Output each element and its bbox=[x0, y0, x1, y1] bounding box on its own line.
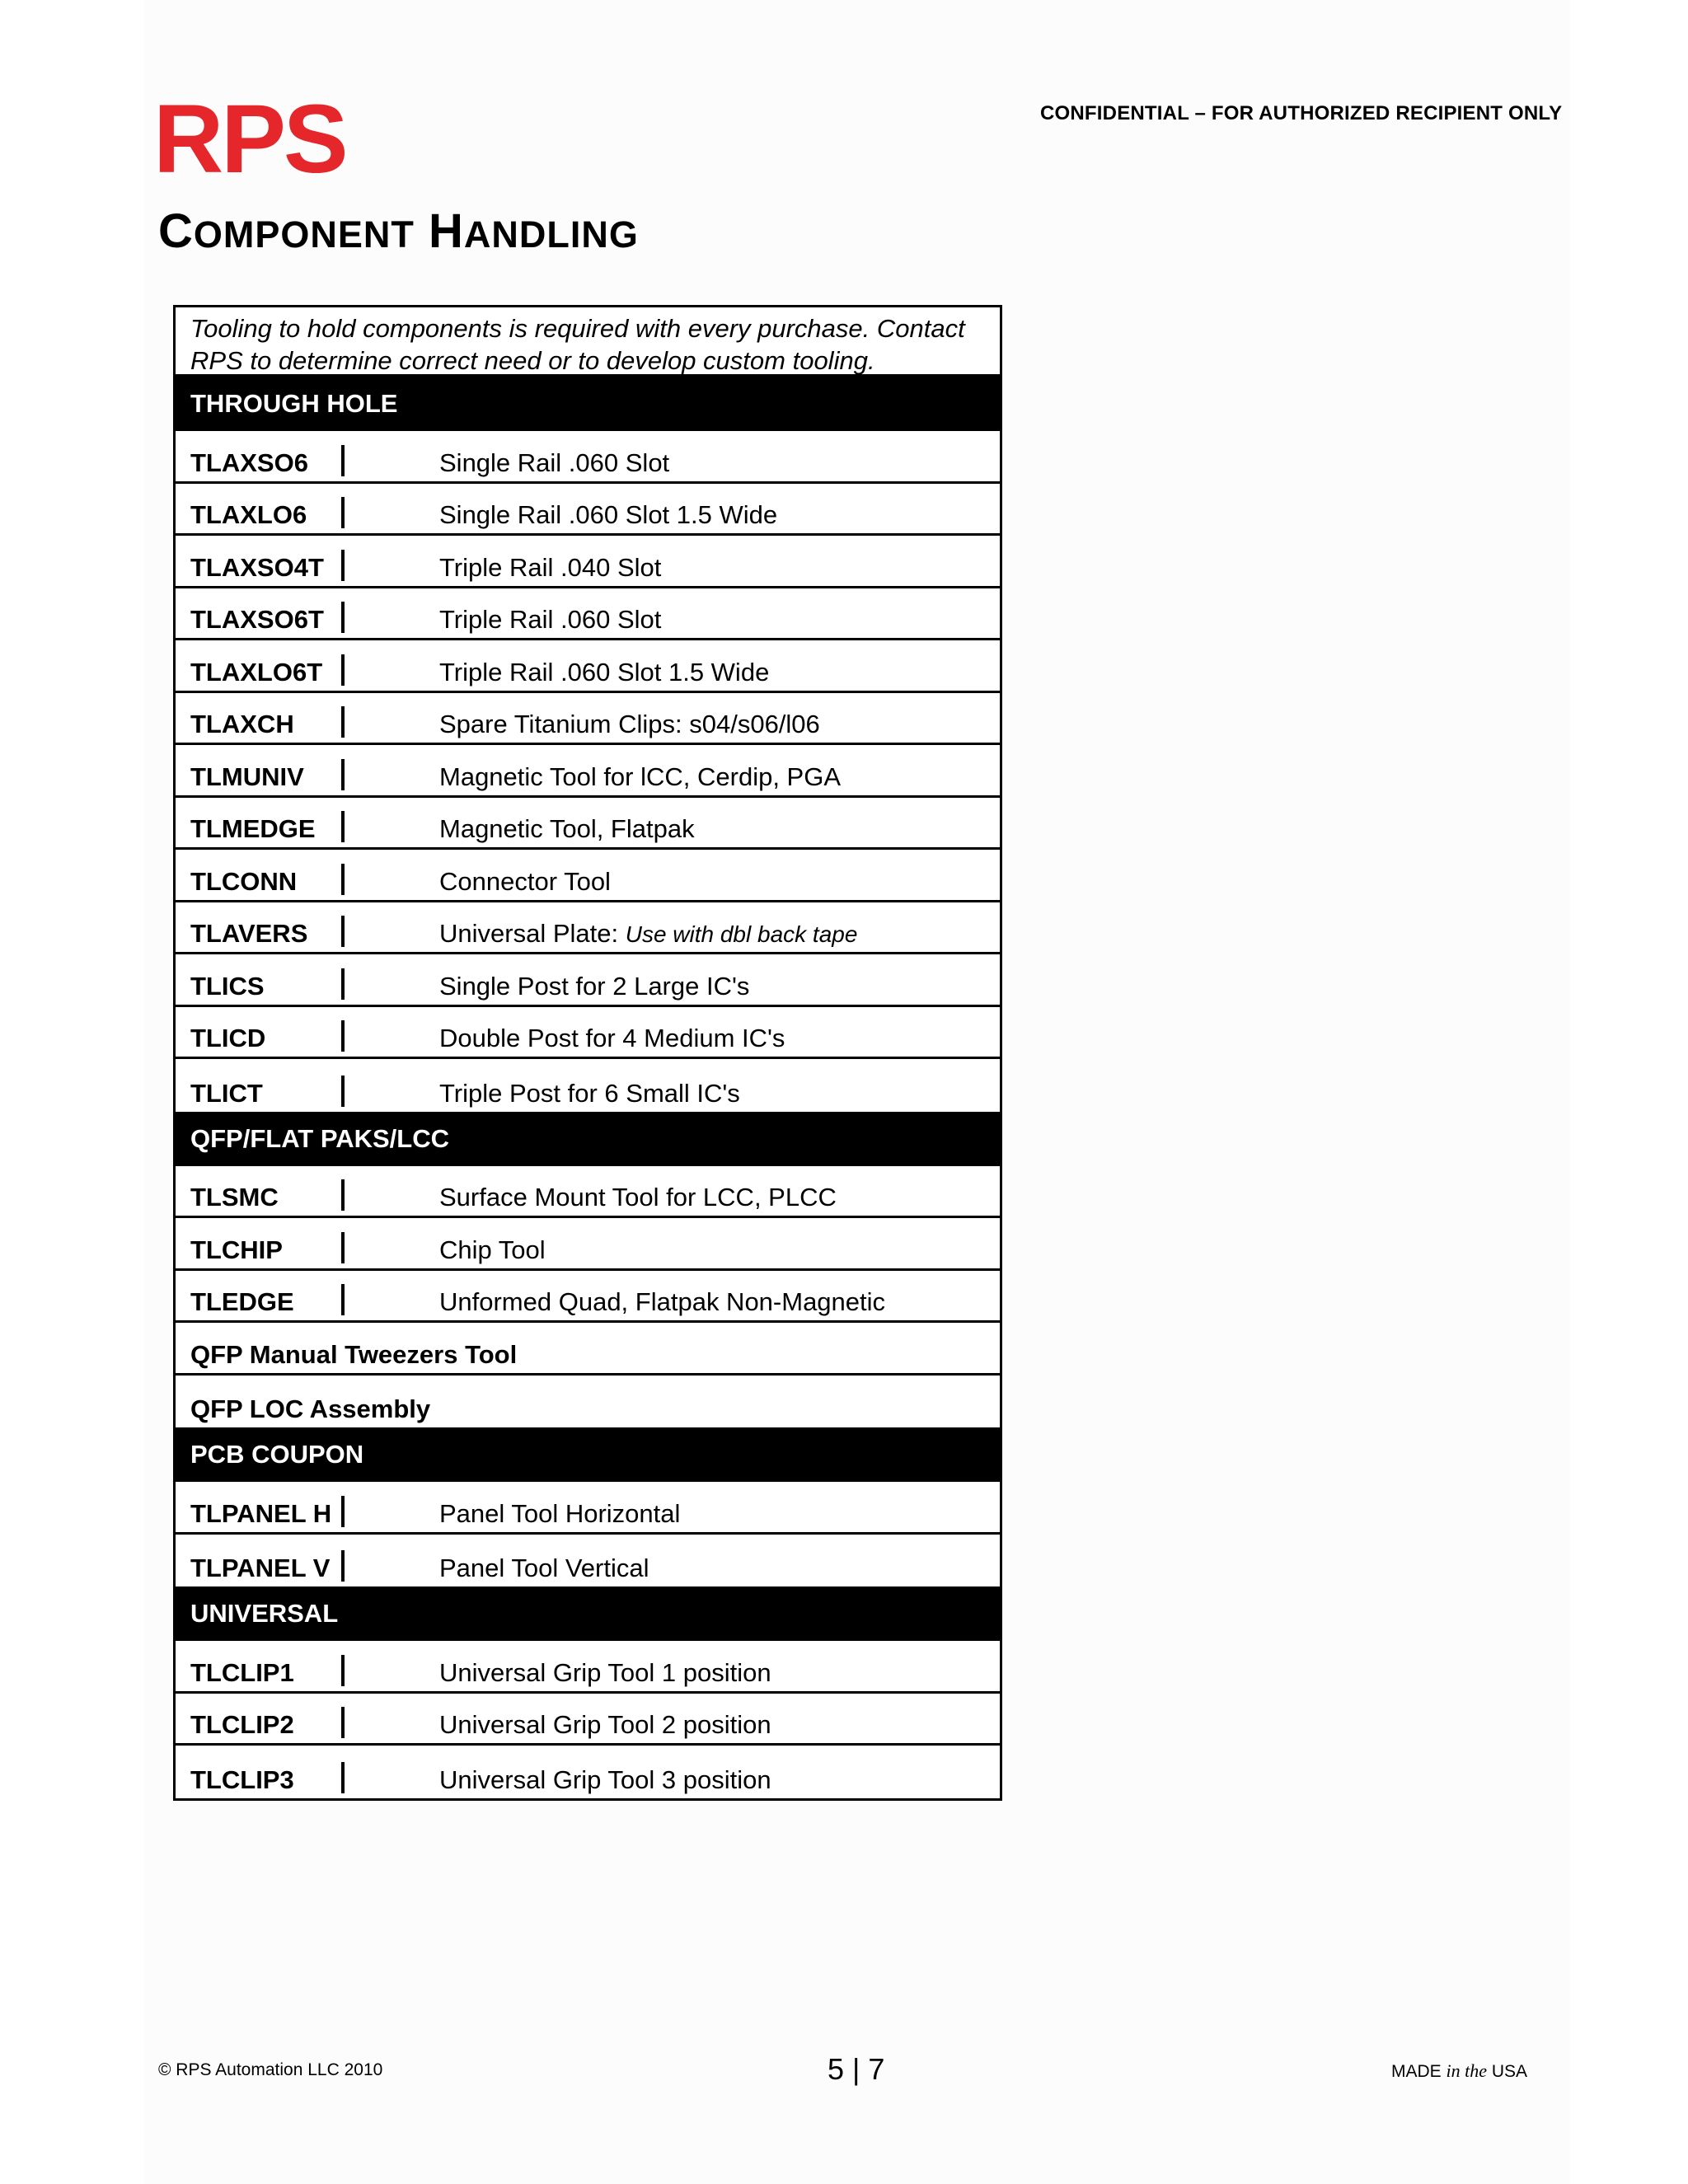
footer-page-number: 5 | 7 bbox=[828, 2052, 885, 2086]
table-row bbox=[176, 798, 1000, 851]
tool-code: TLPANEL V bbox=[190, 1554, 331, 1582]
tool-description bbox=[439, 1287, 885, 1317]
tool-code: TLAXLO6 bbox=[190, 500, 307, 529]
description-text: Spare Titanium Clips: s04/s06/l06 bbox=[439, 710, 820, 738]
tool-code: TLICD bbox=[190, 1024, 266, 1052]
separator-bar bbox=[341, 1762, 345, 1793]
table-row bbox=[176, 640, 1000, 693]
tool-description bbox=[439, 762, 841, 792]
intro-text: Tooling to hold components is required with every purchase. Contact RPS to determine correct need or to develop custom tooling. bbox=[176, 307, 1000, 377]
tool-code: TLAXSO6 bbox=[190, 448, 308, 477]
footer-copyright: © RPS Automation LLC 2010 bbox=[158, 2060, 383, 2079]
description-text: Single Post for 2 Large IC's bbox=[439, 971, 750, 1001]
tool-description bbox=[439, 605, 661, 635]
table-row bbox=[176, 902, 1000, 955]
description-text: Triple Rail .060 Slot 1.5 Wide bbox=[439, 657, 770, 687]
tool-code: TLICT bbox=[190, 1078, 263, 1108]
tool-description bbox=[439, 500, 777, 530]
tool-code: TLSMC bbox=[190, 1183, 279, 1212]
description-text: Surface Mount Tool for LCC, PLCC bbox=[439, 1183, 837, 1212]
tool-description bbox=[439, 553, 661, 583]
tool-description bbox=[439, 1658, 771, 1688]
section-heading-universal: UNIVERSAL bbox=[176, 1586, 1000, 1641]
section-heading-through-hole: THROUGH HOLE bbox=[176, 377, 1000, 431]
description-text: Magnetic Tool for lCC, Cerdip, PGA bbox=[439, 762, 842, 791]
tooling-table bbox=[173, 305, 1002, 1801]
page-title bbox=[158, 204, 639, 258]
confidential-notice: CONFIDENTIAL – FOR AUTHORIZED RECIPIENT ONLY bbox=[1040, 102, 1563, 124]
table-row bbox=[176, 484, 1000, 537]
separator-bar bbox=[341, 1655, 345, 1686]
separator-bar bbox=[341, 1076, 345, 1107]
tool-code: TLAVERS bbox=[190, 919, 308, 948]
made-suffix: USA bbox=[1491, 2062, 1528, 2081]
tool-description bbox=[439, 658, 769, 687]
tool-code: TLPANEL H bbox=[190, 1498, 332, 1528]
tool-code: TLMEDGE bbox=[190, 814, 316, 843]
table-row bbox=[176, 1166, 1000, 1219]
description-text: Single Rail .060 Slot 1.5 Wide bbox=[439, 500, 778, 529]
separator-bar bbox=[341, 550, 345, 581]
qfp-rows bbox=[176, 1166, 1000, 1324]
table-row bbox=[176, 1218, 1000, 1271]
tool-code: TLCLIP2 bbox=[190, 1710, 294, 1739]
tool-description bbox=[439, 867, 611, 897]
separator-bar bbox=[341, 1179, 345, 1211]
tool-description bbox=[439, 1024, 785, 1053]
tool-description bbox=[439, 1183, 837, 1212]
separator-bar bbox=[341, 1707, 345, 1738]
description-text: Universal Grip Tool 2 position bbox=[439, 1710, 771, 1739]
tool-code: TLCLIP3 bbox=[190, 1765, 294, 1794]
table-row bbox=[176, 1376, 1000, 1428]
table-row bbox=[176, 1271, 1000, 1324]
table-row bbox=[176, 954, 1000, 1007]
table-row bbox=[176, 1482, 1000, 1535]
rps-logo: RPS bbox=[153, 85, 346, 194]
table-row bbox=[176, 850, 1000, 902]
table-row bbox=[176, 1535, 1000, 1587]
table-row bbox=[176, 1323, 1000, 1376]
description-text: Triple Rail .060 Slot bbox=[439, 605, 662, 634]
through-hole-rows bbox=[176, 431, 1000, 1112]
pcb-coupon-rows bbox=[176, 1482, 1000, 1586]
title-first-rest: OMPONENT bbox=[193, 213, 415, 255]
made-prefix: MADE bbox=[1391, 2062, 1442, 2081]
description-text: Magnetic Tool, Flatpak bbox=[439, 814, 695, 843]
separator-bar bbox=[341, 654, 345, 686]
tool-description bbox=[439, 710, 820, 739]
description-text: Connector Tool bbox=[439, 866, 611, 896]
table-row bbox=[176, 1641, 1000, 1694]
separator-bar bbox=[341, 1232, 345, 1263]
separator-bar bbox=[341, 1550, 345, 1582]
tool-code: TLAXSO6T bbox=[190, 605, 324, 634]
description-text: Panel Tool Vertical bbox=[439, 1554, 649, 1582]
table-row bbox=[176, 745, 1000, 798]
tool-description bbox=[439, 814, 695, 844]
made-italic: in the bbox=[1446, 2060, 1488, 2081]
description-text: Universal Grip Tool 1 position bbox=[439, 1657, 771, 1687]
tool-description bbox=[439, 1765, 771, 1795]
description-text: Unformed Quad, Flatpak Non-Magnetic bbox=[439, 1287, 886, 1316]
universal-rows bbox=[176, 1641, 1000, 1798]
separator-bar bbox=[341, 811, 345, 842]
tool-code: TLAXSO4T bbox=[190, 552, 324, 582]
description-text: Universal Grip Tool 3 position bbox=[439, 1765, 771, 1794]
separator-bar bbox=[341, 1496, 345, 1527]
tool-code: QFP LOC Assembly bbox=[190, 1394, 431, 1423]
table-row bbox=[176, 1007, 1000, 1060]
tool-code: QFP Manual Tweezers Tool bbox=[190, 1339, 518, 1369]
separator-bar bbox=[341, 445, 345, 476]
title-first-cap: C bbox=[158, 204, 194, 258]
table-row bbox=[176, 536, 1000, 588]
description-text: Triple Post for 6 Small IC's bbox=[439, 1078, 740, 1108]
description-text: Chip Tool bbox=[439, 1235, 546, 1264]
tool-description bbox=[439, 448, 669, 478]
title-second-cap: H bbox=[429, 204, 464, 258]
tool-code: TLCHIP bbox=[190, 1235, 283, 1264]
tool-code: TLCLIP1 bbox=[190, 1657, 294, 1687]
tool-code: TLEDGE bbox=[190, 1287, 294, 1316]
separator-bar bbox=[341, 968, 345, 1000]
tool-description bbox=[439, 972, 749, 1001]
description-text: Double Post for 4 Medium IC's bbox=[439, 1024, 785, 1052]
tool-code: TLICS bbox=[190, 971, 265, 1001]
separator-bar bbox=[341, 864, 345, 895]
description-note: Use with dbl back tape bbox=[625, 921, 858, 947]
table-row bbox=[176, 1694, 1000, 1746]
tool-code: TLAXLO6T bbox=[190, 657, 323, 687]
tool-description bbox=[439, 1079, 740, 1108]
section-heading-pcb-coupon: PCB COUPON bbox=[176, 1427, 1000, 1482]
separator-bar bbox=[341, 602, 345, 633]
tool-description bbox=[439, 919, 857, 949]
title-second-rest: ANDLING bbox=[463, 213, 639, 255]
tool-code: TLCONN bbox=[190, 866, 298, 896]
separator-bar bbox=[341, 916, 345, 947]
tool-code: TLAXCH bbox=[190, 710, 294, 738]
table-row bbox=[176, 693, 1000, 746]
description-text: Universal Plate: bbox=[439, 919, 619, 948]
tool-description bbox=[439, 1499, 680, 1529]
tool-description bbox=[439, 1710, 771, 1740]
section-heading-qfp: QFP/FLAT PAKS/LCC bbox=[176, 1112, 1000, 1166]
separator-bar bbox=[341, 497, 345, 528]
table-row bbox=[176, 588, 1000, 641]
tool-code: TLMUNIV bbox=[190, 762, 304, 791]
table-row bbox=[176, 431, 1000, 484]
description-text: Panel Tool Horizontal bbox=[439, 1498, 681, 1528]
separator-bar bbox=[341, 759, 345, 790]
separator-bar bbox=[341, 1284, 345, 1315]
description-text: Single Rail .060 Slot bbox=[439, 448, 670, 477]
separator-bar bbox=[341, 706, 345, 738]
description-text: Triple Rail .040 Slot bbox=[439, 552, 662, 582]
separator-bar bbox=[341, 1020, 345, 1052]
table-row bbox=[176, 1746, 1000, 1798]
tool-description bbox=[439, 1235, 546, 1265]
table-row bbox=[176, 1059, 1000, 1112]
tool-description bbox=[439, 1554, 649, 1583]
footer-made-in-usa bbox=[1391, 2060, 1527, 2082]
